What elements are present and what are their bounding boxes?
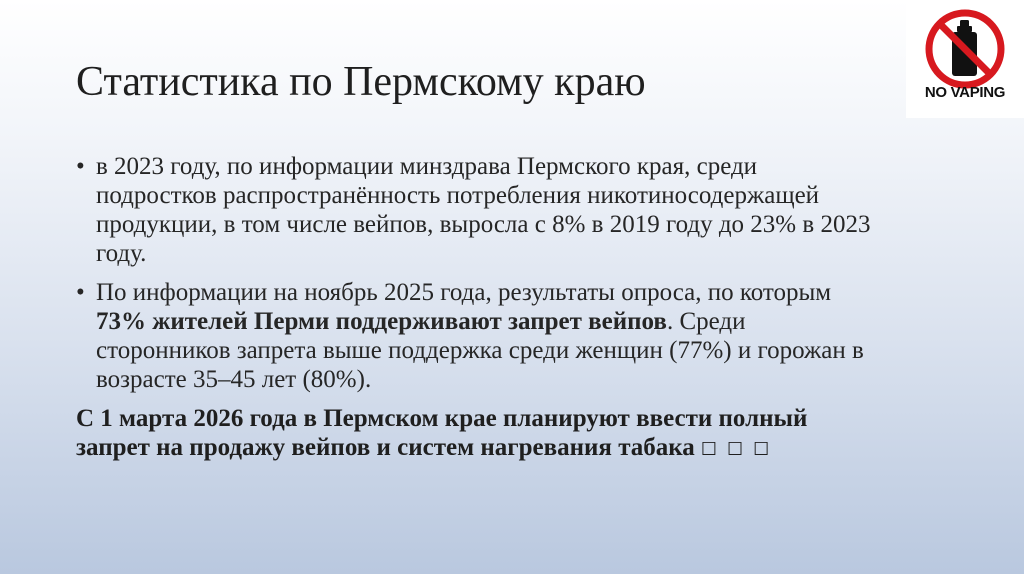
bullet-marker: • — [76, 279, 85, 306]
bullet-marker: • — [76, 153, 85, 180]
conclusion-text: С 1 марта 2026 года в Пермском крае планируют ввести полный запрет на продажу вейпов и систем нагревания табака — [76, 405, 808, 461]
missing-glyph-symbols: ☐☐☐ — [700, 439, 780, 460]
no-vaping-logo — [906, 0, 1024, 118]
bullet-text-emphasis: 73% жителей Перми поддерживают запрет вейпов — [96, 308, 667, 335]
bullet-text: в 2023 году, по информации минздрава Пермского края, среди подростков распространённость потребления никотиносодержащей продукции, в том числе вейпов, выросла с 8% в 2019 году до 23% в 2023 году. — [96, 153, 871, 267]
slide-body — [76, 152, 876, 464]
conclusion-statement — [76, 404, 876, 464]
no-vaping-sign-icon — [920, 4, 1010, 94]
bullet-item — [76, 152, 876, 268]
bullet-text-start: По информации на ноябрь 2025 года, результаты опроса, по которым — [96, 279, 832, 306]
bullet-text-end: . Среди сторонников запрета выше поддержка среди женщин (77%) и горожан в возрасте 35–45 лет (80%). — [96, 308, 864, 393]
logo-caption: NO VAPING — [924, 84, 1006, 101]
bullet-item — [76, 278, 876, 394]
slide-title: Статистика по Пермскому краю — [76, 59, 646, 105]
